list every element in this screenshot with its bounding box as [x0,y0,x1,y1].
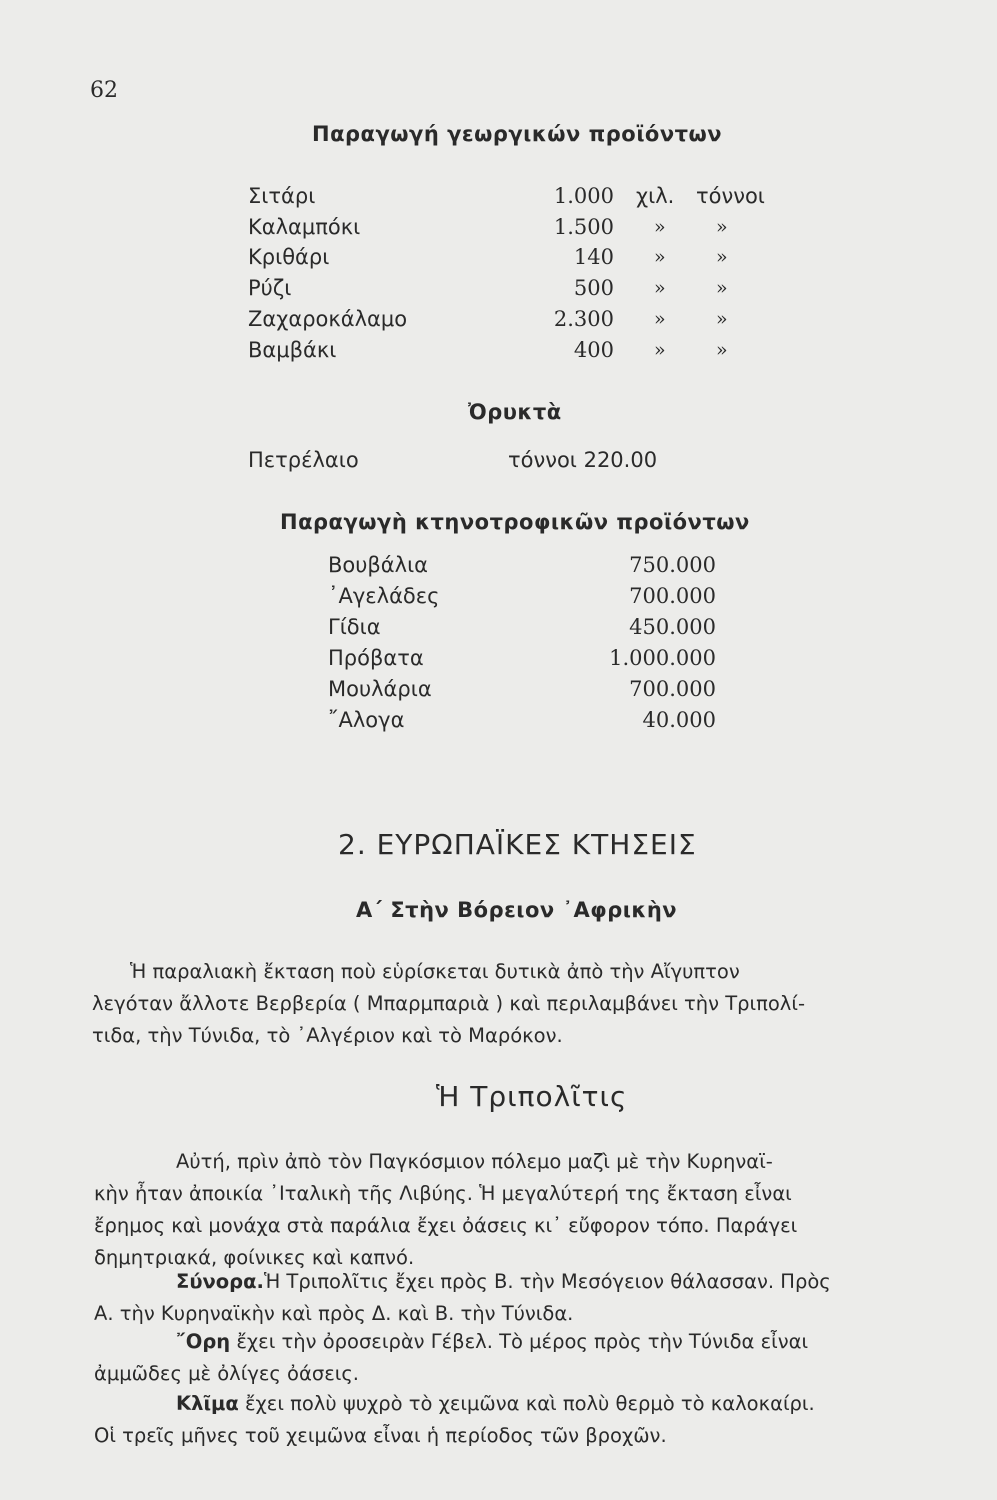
livestock-value: 40.000 [642,708,716,732]
livestock-name: Γίδια [328,615,381,639]
livestock-value: 700.000 [629,677,716,701]
livestock-value: 700.000 [629,584,716,608]
agri-unit-1: » [654,339,666,361]
paragraph-line: ἔρημος καὶ μονάχα στὰ παράλια ἔχει ὀάσεις κι᾽ εὔφορον τόπο. Παράγει [94,1214,798,1237]
section-heading: 2. ΕΥΡΩΠΑΪΚΕΣ ΚΤΗΣΕΙΣ [338,828,697,861]
agri-unit-1: » [654,308,666,330]
livestock-name: ᾽Αγελάδες [328,584,440,608]
livestock-value: 450.000 [629,615,716,639]
agri-unit-1: » [654,216,666,238]
borders-label: Σύνορα. [176,1270,264,1293]
mineral-value: τόννοι 220.00 [508,448,658,472]
agri-unit-2: » [716,216,728,238]
agri-value: 140 [573,245,614,269]
agri-title: Παραγωγή γεωργικών προϊόντων [312,122,723,146]
agri-unit-1: » [654,277,666,299]
climate-text: ἔχει πολὺ ψυχρὸ τὸ χειμῶνα καὶ πολὺ θερμὸ τὸ καλοκαίρι. [238,1392,815,1415]
agri-name: Βαμβάκι [248,338,337,362]
livestock-value: 1.000.000 [609,646,716,670]
paragraph-line: Οἱ τρεῖς μῆνες τοῦ χειμῶνα εἶναι ἡ περίοδος τῶν βροχῶν. [94,1424,667,1447]
livestock-name: Μουλάρια [328,677,432,701]
agri-value: 1.500 [553,215,614,239]
section-subheading: Α΄ Στὴν Βόρειον ᾽Αφρικὴν [356,898,678,922]
livestock-value: 750.000 [629,553,716,577]
agri-unit-2: τόννοι [696,184,765,208]
livestock-name: Πρόβατα [328,646,424,670]
intro-line: λεγόταν ἄλλοτε Βερβερία ( Μπαρμπαριὰ ) καὶ περιλαμβάνει τὴν Τριπολί- [92,992,805,1015]
tripolitis-title: Ἡ Τριπολῖτις [436,1080,628,1113]
agri-name: Ζαχαροκάλαμο [248,307,408,331]
paragraph-line: δημητριακά, φοίνικες καὶ καπνό. [94,1246,415,1269]
intro-line: Ἡ παραλιακὴ ἔκταση ποὺ εὑρίσκεται δυτικὰ ἀπὸ τὴν Αἴγυπτον [130,960,740,983]
agri-name: Κριθάρι [248,245,330,269]
agri-value: 1.000 [553,184,614,208]
agri-unit-1: χιλ. [636,184,675,208]
livestock-name: ῎Αλογα [328,708,405,732]
minerals-title: Ὀρυκτὰ [468,400,562,424]
climate-label: Κλῖμα [176,1392,239,1415]
intro-line: τιδα, τὴν Τύνιδα, τὸ ᾽Αλγέριον καὶ τὸ Μαρόκον. [92,1024,563,1047]
mountains-text: ἔχει τὴν ὀροσειρὰν Γέβελ. Τὸ μέρος πρὸς τὴν Τύνιδα εἶναι [230,1330,809,1353]
agri-name: Ρύζι [248,276,292,300]
agri-unit-2: » [716,246,728,268]
paragraph-line: Αὐτή, πρὶν ἀπὸ τὸν Παγκόσμιον πόλεμο μαζὶ μὲ τὴν Κυρηναϊ- [176,1150,773,1173]
paragraph-line: κὴν ἦταν ἀποικία ᾽Ιταλικὴ τῆς Λιβύης. Ἡ μεγαλύτερή της ἔκταση εἶναι [94,1182,792,1205]
agri-unit-2: » [716,277,728,299]
paragraph-line: ἀμμῶδες μὲ ὀλίγες ὀάσεις. [94,1362,359,1385]
agri-unit-1: » [654,246,666,268]
agri-unit-2: » [716,339,728,361]
agri-value: 500 [573,276,614,300]
paragraph-line: Α. τὴν Κυρηναϊκὴν καὶ πρὸς Δ. καὶ Β. τὴν Τύνιδα. [94,1302,574,1325]
livestock-name: Βουβάλια [328,553,429,577]
page-number: 62 [90,78,118,103]
agri-unit-2: » [716,308,728,330]
agri-name: Καλαμπόκι [248,215,361,239]
paragraph-line [176,1326,808,1358]
agri-name: Σιτάρι [248,184,316,208]
livestock-title: Παραγωγὴ κτηνοτροφικῶν προϊόντων [280,510,750,534]
borders-text: Ἡ Τριπολῖτις ἔχει πρὸς Β. τὴν Μεσόγειον θάλασσαν. Πρὸς [263,1270,831,1293]
mineral-name: Πετρέλαιο [248,448,359,472]
agri-value: 2.300 [553,307,614,331]
mountains-label: ῎Ορη [176,1330,231,1353]
agri-value: 400 [573,338,614,362]
paragraph-line [176,1388,815,1420]
paragraph-line [176,1266,831,1298]
